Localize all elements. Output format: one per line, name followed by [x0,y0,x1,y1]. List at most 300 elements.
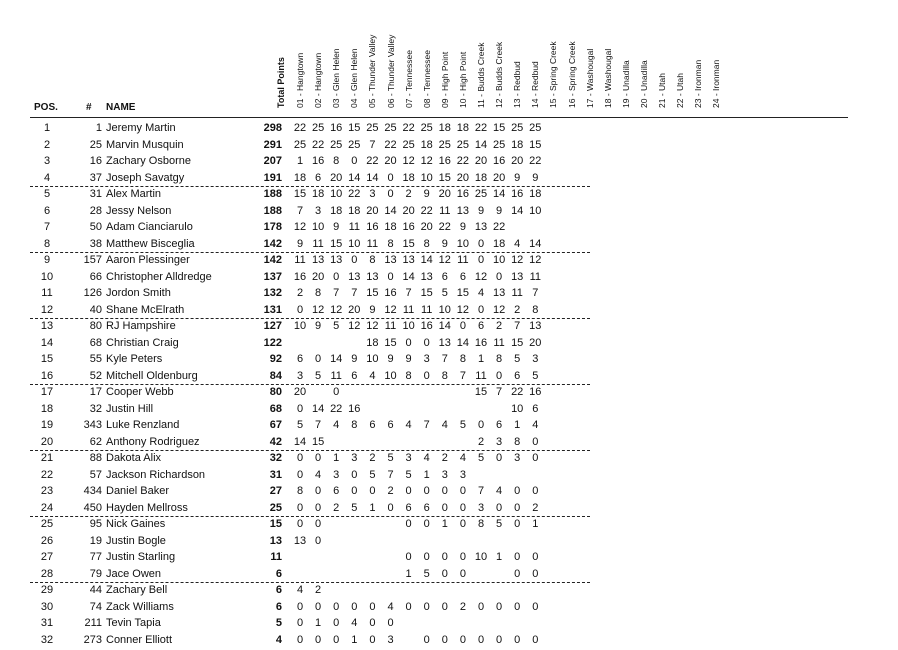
round-points-cell: 4 [477,287,485,299]
round-points-cell: 0 [296,600,304,613]
round-points-cell: 11 [312,237,324,250]
round-header: 22 - Utah [675,73,686,108]
round-points-cell: 9 [477,204,485,217]
round-points-cell: 0 [459,567,466,580]
rider-number-cell: 1 [95,122,102,134]
round-points-cell: 11 [294,254,306,266]
round-points-cell: 12 [456,303,470,316]
round-points-cell: 0 [532,567,539,580]
rider-number-cell: 25 [89,138,102,151]
rider-number-cell: 57 [89,468,102,481]
table-row [30,451,850,467]
round-points-cell: 0 [459,633,466,646]
round-header: 06 - Thunder Valley [385,34,396,108]
table-row [30,501,850,517]
position-cell: 2 [43,138,51,151]
rider-name-cell: Marvin Musquin [106,138,184,151]
rider-number-cell: 273 [83,633,102,646]
round-points-cell: 16 [366,221,379,233]
round-points-cell: 3 [405,452,412,464]
position-cell: 19 [40,419,54,431]
round-points-cell: 22 [511,386,524,398]
round-points-cell: 8 [333,155,340,167]
round-points-cell: 10 [456,237,470,250]
round-points-cell: 10 [438,303,451,316]
round-points-cell: 0 [532,485,539,497]
round-points-cell: 15 [529,138,542,151]
round-points-cell: 10 [402,320,415,332]
round-points-cell: 25 [492,138,506,151]
rider-number-cell: 77 [89,551,102,563]
position-cell: 30 [40,600,54,613]
round-points-cell: 14 [456,336,470,349]
round-points-cell: 13 [293,534,307,547]
round-points-cell: 4 [532,419,539,431]
number-header: # [86,102,92,113]
round-points-cell: 0 [441,501,448,514]
round-points-cell: 9 [296,237,304,250]
round-points-cell: 0 [315,452,322,464]
round-points-cell: 0 [459,518,466,530]
round-points-cell: 25 [293,138,307,151]
round-points-cell: 20 [511,155,524,167]
round-points-cell: 11 [511,287,523,299]
round-points-cell: 3 [459,468,466,481]
table-row [30,352,850,368]
round-points-cell: 7 [405,287,412,299]
rider-name-cell: Daniel Baker [106,485,169,497]
rider-name-cell: Kyle Peters [106,353,163,365]
round-points-cell: 13 [456,204,470,217]
round-points-cell: 0 [459,485,466,497]
total-points-cell: 84 [269,369,282,382]
round-points-cell: 22 [529,155,542,167]
total-points-cell: 5 [275,617,282,629]
position-cell: 31 [40,617,54,629]
round-header: 09 - High Point [439,51,450,108]
position-cell: 7 [43,221,51,233]
round-points-cell: 25 [529,122,542,134]
round-points-cell: 0 [296,452,304,464]
round-points-cell: 20 [402,204,415,217]
round-points-cell: 0 [477,633,485,646]
round-points-cell: 16 [330,122,343,134]
round-header-col [601,0,615,118]
round-points-cell: 25 [348,138,361,151]
round-points-cell: 20 [438,188,451,200]
rider-name-cell: Christopher Alldredge [106,270,212,283]
table-row [30,204,850,220]
round-points-cell: 0 [477,419,485,431]
round-points-cell: 7 [514,320,521,332]
round-points-cell: 14 [438,320,451,332]
round-points-cell: 0 [423,336,430,349]
round-header: 15 - Spring Creek [548,41,559,108]
round-points-cell: 4 [514,237,521,250]
round-points-cell: 0 [459,320,466,332]
total-points-cell: 207 [263,155,282,167]
round-points-cell: 5 [514,353,521,365]
round-points-cell: 8 [459,353,466,365]
round-points-cell: 18 [402,171,415,184]
rider-name-cell: RJ Hampshire [106,320,176,332]
round-points-cell: 10 [366,353,379,365]
round-points-cell: 11 [366,237,379,250]
round-header-col [673,0,687,118]
round-points-cell: 0 [441,567,448,580]
round-points-cell: 18 [420,138,433,151]
total-points-cell: 188 [263,204,282,217]
round-points-cell: 14 [420,254,433,266]
round-points-cell: 25 [311,122,325,134]
round-header-col [583,0,597,118]
round-points-cell: 0 [423,551,430,563]
rider-number-cell: 44 [89,584,102,596]
round-points-cell: 14 [474,138,488,151]
round-points-cell: 8 [405,369,412,382]
round-points-cell: 0 [296,402,304,415]
round-points-cell: 10 [384,369,397,382]
round-points-cell: 14 [384,204,397,217]
round-points-cell: 14 [330,353,343,365]
round-points-cell: 2 [459,600,466,613]
round-points-cell: 16 [384,287,397,299]
rider-name-cell: Tevin Tapia [106,617,161,629]
position-cell: 27 [40,551,54,563]
round-points-cell: 0 [351,485,358,497]
position-cell: 20 [40,435,54,448]
table-row [30,187,850,203]
round-points-cell: 0 [405,485,412,497]
round-header-col [311,0,325,118]
table-row [30,402,850,418]
total-points-cell: 4 [275,633,282,646]
round-points-cell: 0 [387,171,394,184]
round-points-cell: 8 [514,435,521,448]
round-points-cell: 18 [456,122,470,134]
round-points-cell: 10 [474,551,488,563]
total-points-cell: 67 [269,419,282,431]
round-points-cell: 0 [333,270,340,283]
total-points-cell: 137 [263,270,282,283]
round-points-cell: 0 [296,501,304,514]
position-cell: 12 [40,303,54,316]
total-points-cell: 142 [263,254,282,266]
round-header-col [293,0,307,118]
round-points-cell: 16 [293,270,307,283]
round-points-cell: 1 [369,501,376,514]
round-points-cell: 12 [511,254,524,266]
total-points-cell: 131 [263,303,282,316]
round-points-cell: 9 [333,221,340,233]
position-cell: 10 [40,270,54,283]
round-points-cell: 9 [387,353,394,365]
rider-name-cell: Aaron Plessinger [106,254,190,266]
total-points-cell: 188 [263,188,282,200]
round-points-cell: 0 [496,600,503,613]
position-cell: 18 [40,402,54,415]
round-points-cell: 5 [441,287,448,299]
round-points-cell: 25 [330,138,343,151]
round-points-cell: 10 [311,221,325,233]
position-cell: 8 [43,237,51,250]
round-points-cell: 9 [514,171,521,184]
table-row [30,237,850,253]
round-points-cell: 13 [348,270,361,283]
round-points-cell: 1 [296,155,304,167]
round-points-cell: 10 [348,237,361,250]
round-points-cell: 22 [492,221,506,233]
round-points-cell: 0 [514,485,521,497]
table-row [30,600,850,616]
round-points-cell: 12 [529,254,542,266]
rider-number-cell: 450 [83,501,102,514]
round-points-cell: 9 [459,221,466,233]
rider-number-cell: 95 [89,518,102,530]
round-points-cell: 4 [369,369,376,382]
round-points-cell: 16 [348,402,361,415]
rider-name-cell: Christian Craig [106,336,179,349]
round-header: 20 - Unadilla [638,60,649,108]
table-row [30,121,850,137]
table-row [30,138,850,154]
round-header-col [329,0,343,118]
round-header: 07 - Tennessee [403,50,414,108]
table-row [30,253,850,269]
table-row [30,435,850,451]
round-points-cell: 2 [315,584,322,596]
rider-name-cell: Joseph Savatgy [106,171,185,184]
round-points-cell: 0 [477,303,485,316]
rider-name-cell: Jackson Richardson [106,468,206,481]
round-points-cell: 0 [405,600,412,613]
round-points-cell: 0 [423,369,430,382]
round-points-cell: 0 [423,600,430,613]
round-points-cell: 2 [405,188,412,200]
round-header-col [565,0,579,118]
rider-name-cell: Cooper Webb [106,386,174,398]
round-points-cell: 18 [438,122,451,134]
rider-number-cell: 32 [89,402,102,415]
round-header-col [528,0,542,118]
round-points-cell: 0 [514,633,521,646]
rider-number-cell: 211 [84,617,102,629]
round-points-cell: 7 [496,386,503,398]
round-header: 08 - Tennessee [421,50,432,108]
rider-name-cell: Alex Martin [106,188,162,200]
rider-name-cell: Dakota Alix [106,452,162,464]
round-points-cell: 5 [296,419,304,431]
round-points-cell: 0 [296,617,304,629]
round-points-cell: 8 [423,237,430,250]
total-points-cell: 127 [263,320,282,332]
round-points-cell: 9 [496,204,503,217]
round-points-cell: 4 [333,419,340,431]
round-points-cell: 4 [296,584,304,596]
rider-number-cell: 343 [83,419,102,431]
round-points-cell: 22 [330,402,343,415]
round-points-cell: 3 [441,468,448,481]
round-points-cell: 6 [423,501,430,514]
total-points-cell: 298 [263,122,282,134]
round-points-cell: 16 [420,320,433,332]
round-header: 12 - Budds Creek [494,41,505,108]
rider-name-cell: Justin Hill [106,402,154,415]
round-points-cell: 15 [420,287,433,299]
round-points-cell: 11 [457,254,469,266]
round-points-cell: 22 [384,138,397,151]
round-points-cell: 1 [405,567,412,580]
position-cell: 29 [40,584,54,596]
table-row [30,517,850,533]
round-points-cell: 1 [351,633,358,646]
round-header-col [655,0,669,118]
round-points-cell: 4 [405,419,412,431]
total-points-cell: 27 [269,485,282,497]
round-points-cell: 2 [496,320,503,332]
rider-name-cell: Jeremy Martin [106,122,176,134]
rider-number-cell: 74 [89,600,102,613]
round-points-cell: 0 [315,600,322,613]
rider-name-cell: Adam Cianciarulo [106,221,193,233]
round-points-cell: 0 [532,600,539,613]
round-points-cell: 22 [420,204,433,217]
round-points-cell: 25 [366,122,379,134]
total-points-cell: 132 [263,287,282,299]
position-cell: 4 [43,171,51,184]
round-points-cell: 0 [315,501,322,514]
round-points-cell: 0 [532,452,539,464]
round-header: 19 - Unadilla [620,60,631,108]
round-points-cell: 11 [420,303,433,316]
round-points-cell: 0 [496,501,503,514]
round-points-cell: 14 [529,237,542,250]
round-points-cell: 3 [514,452,521,464]
rider-number-cell: 66 [89,270,102,283]
round-points-cell: 25 [511,122,524,134]
rider-name-cell: Jace Owen [106,567,162,580]
position-cell: 6 [43,204,51,217]
round-points-cell: 0 [496,452,503,464]
round-points-cell: 22 [474,122,488,134]
round-points-cell: 20 [420,221,433,233]
round-header-col [619,0,633,118]
round-points-cell: 13 [366,270,379,283]
round-points-cell: 6 [315,171,322,184]
round-points-cell: 6 [459,270,466,283]
round-points-cell: 15 [511,336,524,349]
round-points-cell: 13 [492,287,506,299]
round-points-cell: 18 [293,171,307,184]
round-points-cell: 22 [402,122,415,134]
round-points-cell: 7 [315,419,322,431]
round-points-cell: 20 [384,155,397,167]
round-points-cell: 0 [387,270,394,283]
round-header-col [347,0,361,118]
rider-number-cell: 62 [89,435,102,448]
round-points-cell: 18 [384,221,397,233]
rider-number-cell: 50 [89,221,102,233]
round-points-cell: 3 [496,435,503,448]
round-points-cell: 2 [441,452,448,464]
round-points-cell: 14 [293,435,307,448]
round-points-cell: 1 [441,518,448,530]
round-points-cell: 0 [496,369,503,382]
table-row [30,616,850,632]
round-points-cell: 12 [293,221,307,233]
rider-number-cell: 80 [89,320,102,332]
round-points-cell: 0 [315,534,322,547]
round-points-cell: 20 [311,270,325,283]
round-points-cell: 8 [315,287,322,299]
round-points-cell: 9 [351,353,358,365]
round-points-cell: 12 [474,270,488,283]
round-points-cell: 3 [333,468,340,481]
round-points-cell: 5 [532,369,539,382]
round-header: 17 - Washougal [584,48,595,108]
round-points-cell: 2 [532,501,539,514]
round-points-cell: 5 [315,369,322,382]
round-points-cell: 14 [366,171,379,184]
rider-name-cell: Luke Renzland [106,419,180,431]
total-points-cell: 122 [263,336,282,349]
round-header-col [456,0,470,118]
table-row [30,484,850,500]
rider-name-cell: Zack Williams [106,600,174,613]
rider-number-cell: 19 [89,534,102,547]
position-cell: 14 [40,336,54,349]
round-points-cell: 12 [366,320,379,332]
round-points-cell: 12 [402,155,415,167]
round-points-cell: 0 [405,518,412,530]
round-points-cell: 0 [532,435,539,448]
position-cell: 22 [40,468,54,481]
table-row [30,418,850,434]
table-row [30,633,850,649]
round-points-cell: 9 [441,237,448,250]
round-points-cell: 14 [348,171,361,184]
round-points-cell: 15 [293,188,307,200]
table-row [30,369,850,385]
rider-name-cell: Hayden Mellross [106,501,188,514]
round-header-col [438,0,452,118]
round-header: 21 - Utah [657,73,667,108]
round-points-cell: 16 [492,155,506,167]
round-points-cell: 3 [387,633,394,646]
round-points-cell: 8 [441,369,448,382]
round-header-col [691,0,705,118]
round-points-cell: 16 [474,336,488,349]
round-points-cell: 8 [351,419,358,431]
round-points-cell: 4 [315,468,322,481]
round-points-cell: 10 [420,171,433,184]
round-points-cell: 0 [315,485,322,497]
round-points-cell: 0 [369,600,376,613]
round-points-cell: 13 [474,221,488,233]
round-header: 04 - Glen Helen [349,48,360,108]
rider-name-cell: Mitchell Oldenburg [106,369,198,382]
round-points-cell: 5 [351,501,358,514]
round-points-cell: 5 [369,468,376,481]
round-points-cell: 0 [477,254,485,266]
round-header: 05 - Thunder Valley [367,34,378,108]
rider-name-cell: Zachary Osborne [106,155,191,167]
round-points-cell: 3 [369,188,376,200]
round-points-cell: 0 [351,468,358,481]
round-points-cell: 6 [532,402,539,415]
round-points-cell: 5 [405,468,412,481]
round-points-cell: 13 [330,254,343,266]
